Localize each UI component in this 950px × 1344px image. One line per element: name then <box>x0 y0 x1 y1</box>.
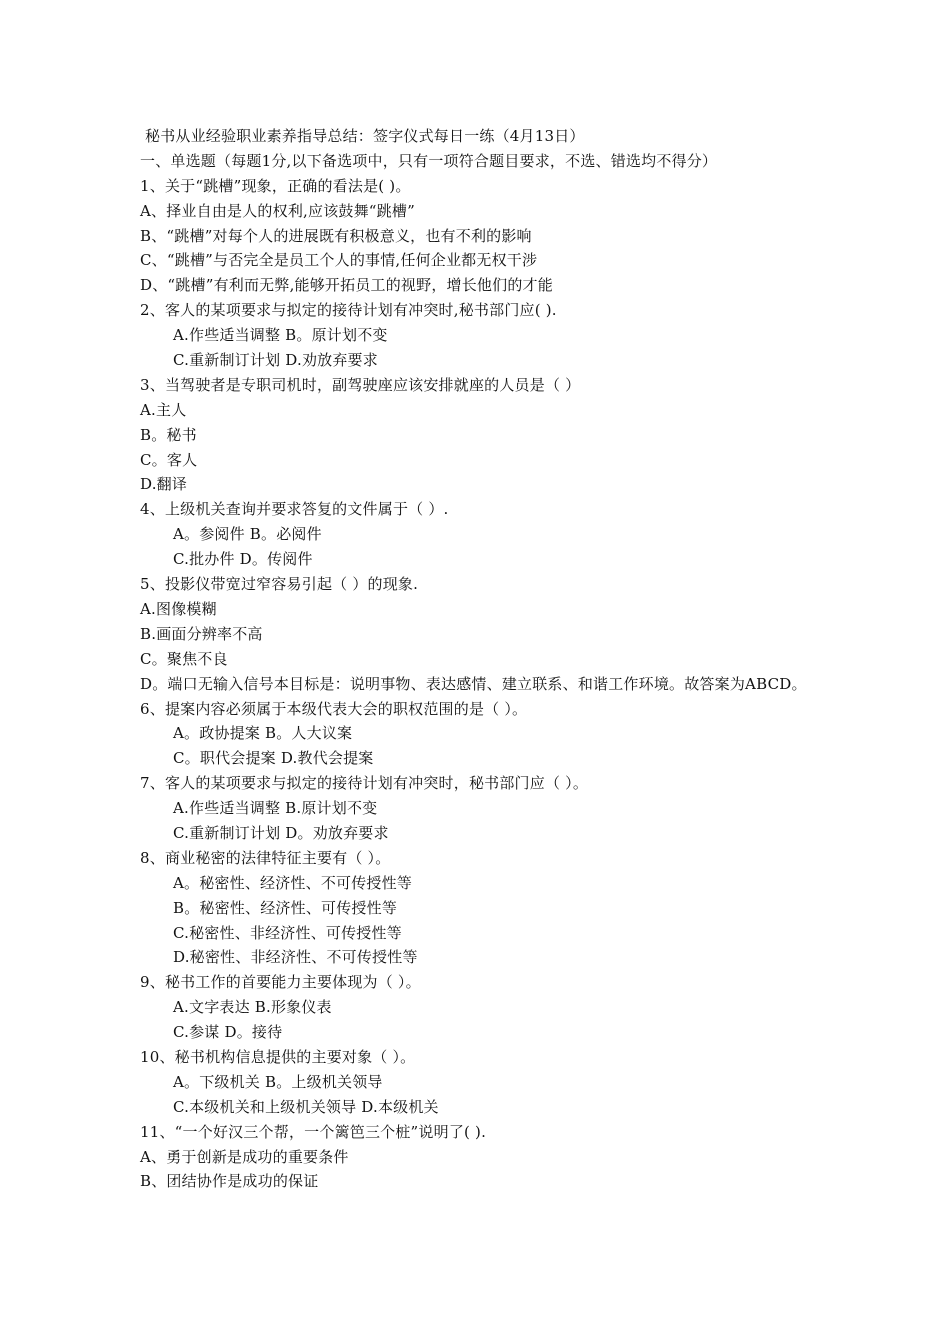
option-a: A.图像模糊 <box>140 599 217 618</box>
question-8 <box>140 846 820 970</box>
option-row-cd: C.重新制订计划 D.劝放弃要求 <box>173 351 378 370</box>
option-b: B.画面分辨率不高 <box>140 624 263 643</box>
question-4 <box>140 497 820 572</box>
question-1 <box>140 174 820 298</box>
option-c: C。聚焦不良 <box>140 649 228 668</box>
option-row-cd: C.本级机关和上级机关领导 D.本级机关 <box>173 1097 439 1116</box>
section-heading: 一、单选题（每题1分,以下备选项中，只有一项符合题目要求，不选、错选均不得分） <box>140 151 718 170</box>
question-9 <box>140 970 820 1045</box>
question-stem: 1、关于“跳槽”现象，正确的看法是( )。 <box>140 176 411 195</box>
option-c: C、“跳槽”与否完全是员工个人的事情,任何企业都无权干涉 <box>140 251 538 270</box>
option-d: D.秘密性、非经济性、不可传授性等 <box>173 948 418 967</box>
question-stem: 4、上级机关查询并要求答复的文件属于（ ）. <box>140 500 449 519</box>
question-stem: 2、客人的某项要求与拟定的接待计划有冲突时,秘书部门应( ). <box>140 301 557 320</box>
option-row-ab: A。政协提案 B。人大议案 <box>173 724 353 743</box>
question-6 <box>140 697 820 772</box>
question-3 <box>140 373 820 497</box>
option-b: B、“跳槽”对每个人的进展既有积极意义，也有不利的影响 <box>140 226 532 245</box>
document-body <box>140 124 820 1194</box>
question-stem: 7、客人的某项要求与拟定的接待计划有冲突时，秘书部门应（ ）。 <box>140 774 589 793</box>
option-row-cd: C。职代会提案 D.教代会提案 <box>173 749 374 768</box>
option-row-cd: C.重新制订计划 D。劝放弃要求 <box>173 823 389 842</box>
option-a: A、择业自由是人的权利,应该鼓舞“跳槽” <box>140 201 415 220</box>
option-row-ab: A.作些适当调整 B.原计划不变 <box>173 799 378 818</box>
question-2 <box>140 298 820 373</box>
question-11 <box>140 1120 820 1195</box>
question-stem: 9、秘书工作的首要能力主要体现为（ ）。 <box>140 973 421 992</box>
option-c: C。客人 <box>140 450 198 469</box>
question-5 <box>140 572 820 696</box>
question-stem: 11、“一个好汉三个帮，一个篱笆三个桩”说明了( ). <box>140 1122 487 1141</box>
question-stem: 3、当驾驶者是专职司机时，副驾驶座应该安排就座的人员是（ ） <box>140 375 581 394</box>
option-row-cd: C.批办件 D。传阅件 <box>173 550 313 569</box>
option-row-ab: A.文字表达 B.形象仪表 <box>173 998 332 1017</box>
question-stem: 8、商业秘密的法律特征主要有（ ）。 <box>140 848 391 867</box>
option-a: A。秘密性、经济性、不可传授性等 <box>173 873 413 892</box>
option-d: D。端口无输入信号本目标是：说明事物、表达感情、建立联系、和谐工作环境。故答案为ABCD。 <box>140 674 807 693</box>
question-10 <box>140 1045 820 1120</box>
option-b: B。秘书 <box>140 425 197 444</box>
option-row-cd: C.参谋 D。接待 <box>173 1023 283 1042</box>
option-row-ab: A。下级机关 B。上级机关领导 <box>173 1072 383 1091</box>
option-row-ab: A。参阅件 B。必阅件 <box>173 525 322 544</box>
question-stem: 6、提案内容必须属于本级代表大会的职权范围的是（ ）。 <box>140 699 528 718</box>
question-stem: 10、秘书机构信息提供的主要对象（ ）。 <box>140 1047 416 1066</box>
question-7 <box>140 771 820 846</box>
option-d: D、“跳槽”有利而无弊,能够开拓员工的视野，增长他们的才能 <box>140 276 553 295</box>
option-b: B、团结协作是成功的保证 <box>140 1172 319 1191</box>
option-c: C.秘密性、非经济性、可传授性等 <box>173 923 402 942</box>
question-stem: 5、投影仪带宽过窄容易引起（ ）的现象. <box>140 575 419 594</box>
option-a: A.主人 <box>140 400 187 419</box>
option-row-ab: A.作些适当调整 B。原计划不变 <box>173 326 388 345</box>
option-a: A、勇于创新是成功的重要条件 <box>140 1147 349 1166</box>
document-title: 秘书从业经验职业素养指导总结：签字仪式每日一练（4月13日） <box>145 127 585 145</box>
option-d: D.翻译 <box>140 475 188 494</box>
option-b: B。秘密性、经济性、可传授性等 <box>173 898 398 917</box>
